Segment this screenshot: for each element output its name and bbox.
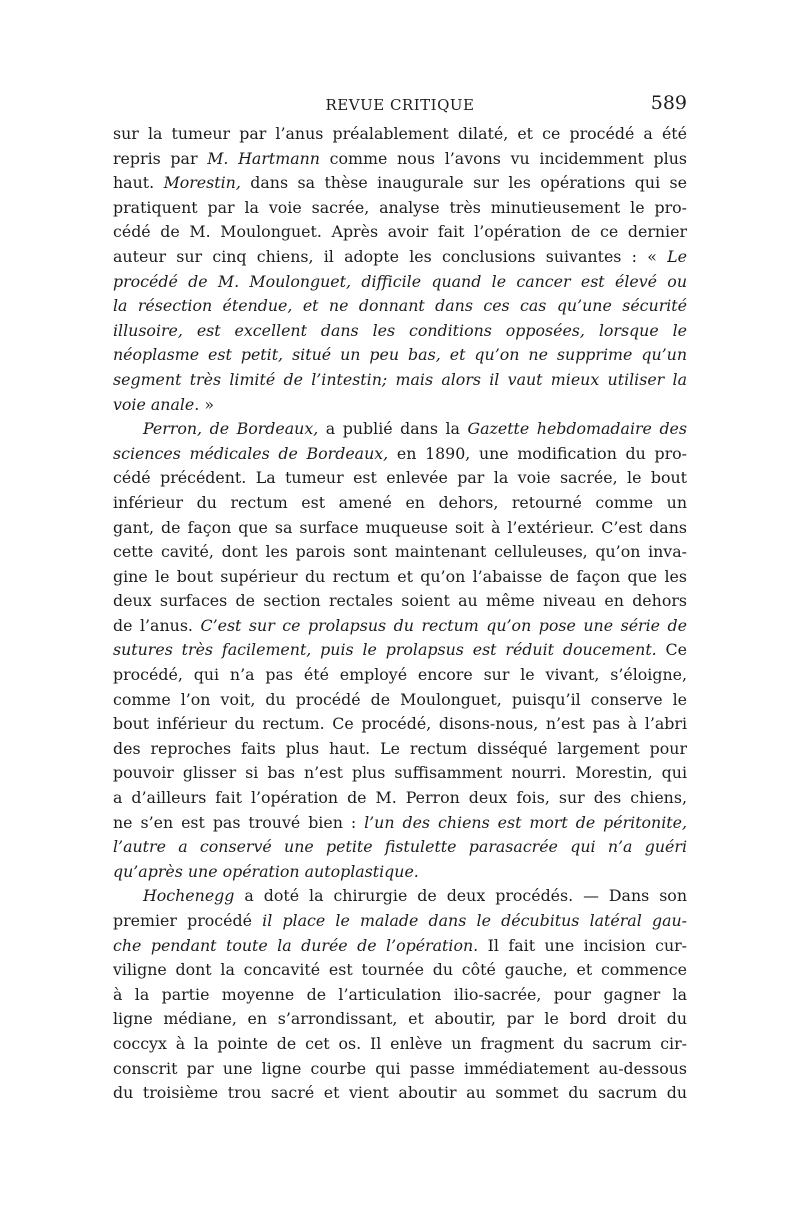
text-run: premier procédé: [113, 911, 263, 930]
text-run: gant, de façon que sa surface muqueuse soit à l’extérieur. C’est dans: [113, 517, 687, 537]
italic-text: C’est sur ce prolapsus du rectum qu’on pose une série de: [200, 615, 687, 635]
italic-text: illusoire, est excellent dans les conditions opposées, lorsque le: [113, 320, 687, 340]
text-run: pouvoir glisser si bas n’est plus suffisamment nourri. Morestin, qui: [113, 763, 687, 783]
text-line: [113, 811, 687, 836]
text-line: [113, 688, 687, 713]
text-run: auteur sur cinq chiens, il adopte les conclusions suivantes : «: [113, 246, 668, 266]
text-line: [113, 368, 687, 393]
text-line: [113, 245, 687, 270]
text-line: [113, 319, 687, 344]
text-run: du troisième trou sacré et vient aboutir au sommet du sacrum du: [113, 1083, 687, 1103]
body-text: [113, 122, 687, 1106]
italic-text: l’autre a conservé une petite fistulette parasacrée qui n’a guéri: [113, 837, 687, 857]
running-title: REVUE CRITIQUE: [325, 96, 475, 114]
text-line: [113, 466, 687, 491]
text-line: [113, 835, 687, 860]
text-run: Ce: [656, 640, 687, 660]
italic-text: sutures très facilement, puis le prolapsus est réduit doucement.: [113, 640, 657, 660]
text-line: [113, 761, 687, 786]
text-run: cette cavité, dont les parois sont maintenant celluleuses, qu’on inva-: [113, 542, 687, 562]
text-run: deux surfaces de section rectales soient au même niveau en dehors: [113, 591, 687, 611]
text-line: [113, 122, 687, 147]
text-line: [113, 270, 687, 295]
text-line: [113, 491, 687, 516]
text-line: [113, 909, 687, 934]
italic-text: voie anale.: [113, 394, 200, 414]
italic-text: il place le malade dans le décubitus latéral gau-: [262, 911, 687, 930]
text-line: [113, 1007, 687, 1032]
text-line: [113, 934, 687, 959]
text-run: des reproches faits plus haut. Le rectum disséqué largement pour: [113, 738, 687, 758]
text-run: à la partie moyenne de l’articulation ilio-sacrée, pour gagner la: [113, 984, 687, 1004]
text-line: [113, 196, 687, 221]
text-run: ligne médiane, en s’arrondissant, et aboutir, par le bord droit du: [113, 1009, 687, 1029]
italic-text: Morestin,: [163, 173, 241, 193]
text-line: [113, 220, 687, 245]
text-line: [113, 860, 687, 885]
text-run: a d’ailleurs fait l’opération de M. Perron deux fois, sur des chiens,: [113, 788, 687, 808]
text-line: [113, 958, 687, 983]
text-line: [113, 1032, 687, 1057]
text-run: inférieur du rectum est amené en dehors, retourné comme un: [113, 492, 687, 512]
page-number: 589: [650, 92, 687, 114]
text-line: [113, 516, 687, 541]
text-line: [113, 147, 687, 172]
text-run: bout inférieur du rectum. Ce procédé, disons-nous, n’est pas à l’abri: [113, 714, 687, 734]
text-line: [113, 663, 687, 688]
text-run: comme l’on voit, du procédé de Moulonguet, puisqu’il conserve le: [113, 689, 687, 709]
text-line: [113, 540, 687, 565]
text-run: a doté la chirurgie de deux procédés. — Dans son: [234, 886, 687, 906]
italic-text: Le: [667, 246, 687, 266]
text-line: [113, 983, 687, 1008]
text-run: procédé, qui n’a pas été employé encore sur le vivant, s’éloigne,: [113, 665, 687, 685]
text-run: sur la tumeur par l’anus préalablement dilaté, et ce procédé a été: [113, 124, 687, 143]
text-run: en 1890, une modification du pro-: [388, 443, 687, 463]
text-line: [113, 417, 687, 442]
text-run: haut.: [113, 173, 164, 193]
italic-text: Hochenegg: [143, 886, 235, 906]
text-run: pratiquent par la voie sacrée, analyse très minutieusement le pro-: [113, 197, 687, 217]
text-line: [113, 737, 687, 762]
text-run: »: [199, 394, 214, 414]
italic-text: M. Hartmann: [207, 148, 320, 168]
italic-text: sciences médicales de Bordeaux,: [113, 443, 389, 463]
text-run: coccyx à la pointe de cet os. Il enlève un fragment du sacrum cir-: [113, 1033, 687, 1053]
italic-text: l’un des chiens est mort de péritonite,: [364, 812, 687, 832]
text-line: [113, 614, 687, 639]
text-line: [113, 565, 687, 590]
text-run: conscrit par une ligne courbe qui passe immédiatement au-dessous: [113, 1058, 687, 1078]
running-head: [113, 92, 687, 122]
book-page: [113, 92, 687, 1106]
text-line: [113, 638, 687, 663]
text-run: comme nous l’avons vu incidemment plus: [319, 148, 687, 168]
italic-text: che pendant toute la durée de l’opération.: [113, 935, 479, 955]
text-line: [113, 1081, 687, 1106]
text-run: Il fait une incision cur-: [478, 935, 687, 955]
italic-text: segment très limité de l’intestin; mais alors il vaut mieux utiliser la: [113, 369, 687, 389]
text-run: viligne dont la concavité est tournée du côté gauche, et commence: [113, 960, 687, 980]
text-run: repris par: [113, 148, 208, 168]
italic-text: néoplasme est petit, situé un peu bas, et qu’on ne supprime qu’un: [113, 345, 687, 365]
italic-text: Gazette hebdomadaire des: [467, 419, 687, 439]
text-line: [113, 343, 687, 368]
text-line: [113, 786, 687, 811]
text-line: [113, 393, 687, 418]
italic-text: procédé de M. Moulonguet, difficile quand le cancer est élevé ou: [113, 271, 687, 291]
text-run: gine le bout supérieur du rectum et qu’on l’abaisse de façon que les: [113, 566, 687, 586]
text-line: [113, 884, 687, 909]
text-run: a publié dans la: [318, 419, 468, 439]
text-run: cédé de M. Moulonguet. Après avoir fait l’opération de ce dernier: [113, 222, 687, 242]
text-run: de l’anus.: [113, 615, 201, 635]
text-line: [113, 589, 687, 614]
text-line: [113, 442, 687, 467]
text-line: [113, 712, 687, 737]
text-run: cédé précédent. La tumeur est enlevée par la voie sacrée, le bout: [113, 468, 687, 488]
text-run: dans sa thèse inaugurale sur les opérations qui se: [240, 173, 687, 193]
italic-text: la résection étendue, et ne donnant dans ces cas qu’une sécurité: [113, 296, 687, 316]
text-line: [113, 294, 687, 319]
text-line: [113, 171, 687, 196]
italic-text: Perron, de Bordeaux,: [143, 419, 319, 439]
italic-text: qu’après une opération autoplastique.: [113, 861, 419, 881]
text-run: ne s’en est pas trouvé bien :: [113, 812, 365, 832]
text-line: [113, 1057, 687, 1082]
